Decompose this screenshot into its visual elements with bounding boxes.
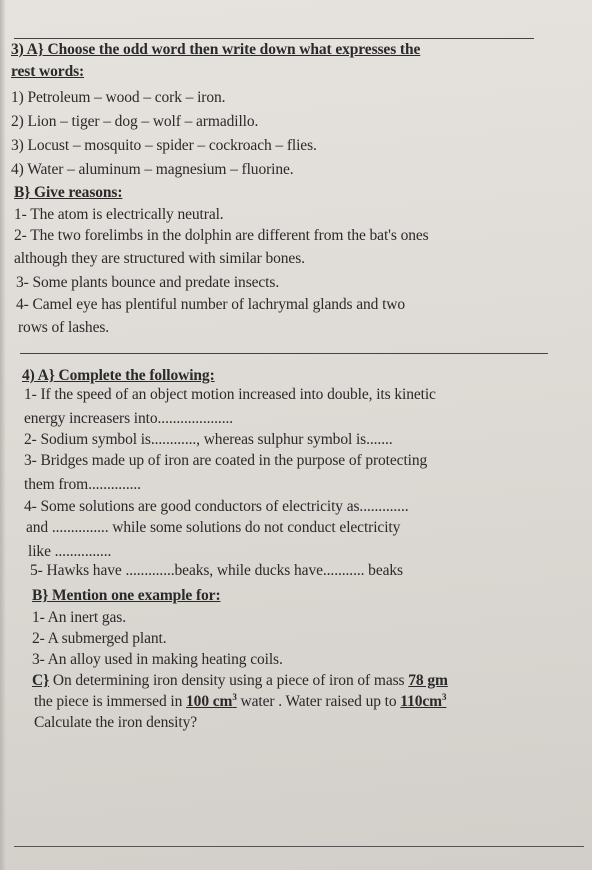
q4-line-1: 1- If the speed of an object motion increased into double, its kinetic	[24, 386, 436, 403]
q4-c-volume-2-exp: 3	[441, 691, 447, 702]
q4-line-2: 2- Sodium symbol is............, whereas sulphur symbol is.......	[24, 431, 393, 448]
section-separator	[20, 353, 548, 354]
q4-c-volume-1	[186, 693, 237, 710]
q3-heading-line1: 3) A} Choose the odd word then write down what expresses the	[11, 41, 421, 58]
q3-item-4: 4) Water – aluminum – magnesium – fluorine.	[11, 161, 294, 178]
q4-example-1: 1- An inert gas.	[32, 609, 126, 626]
q4-c-text-2: the piece is immersed in	[34, 693, 187, 710]
bottom-rule	[14, 846, 584, 847]
q4-c-label: C}	[32, 672, 50, 689]
q4-c-text-1: On determining iron density using a piece of iron of mass	[49, 672, 409, 689]
q4-line-5: 5- Hawks have .............beaks, while ducks have........... beaks	[30, 562, 403, 579]
q4-c-volume-1-exp: 3	[232, 691, 237, 702]
q4-c-line-1	[32, 671, 448, 690]
q4-line-3-cont: them from..............	[24, 476, 141, 493]
q4-heading: 4) A} Complete the following:	[22, 367, 215, 384]
q4-c-line-3: Calculate the iron density?	[34, 714, 198, 731]
q3-reason-3: 3- Some plants bounce and predate insects.	[16, 274, 280, 291]
q3-item-1: 1) Petroleum – wood – cork – iron.	[11, 89, 226, 106]
q4-c-volume-2	[400, 693, 446, 710]
q3-reason-2-cont: although they are structured with similar bones.	[14, 250, 305, 267]
paper-edge-shadow	[0, 0, 6, 870]
top-rule	[14, 38, 534, 39]
q3-reason-1: 1- The atom is electrically neutral.	[14, 206, 224, 223]
q4-c-volume-1-value: 100 cm	[186, 693, 233, 710]
q4-line-4-cont: and ............... while some solutions do not conduct electricity	[26, 519, 401, 536]
q3-reason-4: 4- Camel eye has plentiful number of lachrymal glands and two	[16, 296, 406, 313]
q4-line-4: 4- Some solutions are good conductors of electricity as.............	[24, 498, 409, 515]
q3-reason-4-cont: rows of lashes.	[18, 319, 110, 336]
q4-c-text-3: water . Water raised up to	[236, 693, 401, 710]
q3-reason-2: 2- The two forelimbs in the dolphin are different from the bat's ones	[14, 227, 429, 244]
q3-b-heading: B} Give reasons:	[14, 184, 123, 201]
q4-c-mass: 78 gm	[408, 672, 448, 689]
q4-line-4-cont2: like ...............	[28, 543, 112, 560]
q3-item-3: 3) Locust – mosquito – spider – cockroach – flies.	[11, 137, 317, 154]
q3-item-2: 2) Lion – tiger – dog – wolf – armadillo.	[11, 113, 259, 130]
q4-c-volume-2-value: 110cm	[400, 693, 442, 710]
q4-c-line-2	[34, 692, 446, 711]
q4-example-3: 3- An alloy used in making heating coils.	[32, 651, 283, 668]
q3-heading-line2: rest words:	[11, 63, 85, 80]
q4-example-2: 2- A submerged plant.	[32, 630, 167, 647]
q4-line-1-cont: energy increasers into....................	[24, 410, 234, 427]
q4-line-3: 3- Bridges made up of iron are coated in the purpose of protecting	[24, 452, 428, 469]
q4-b-heading: B} Mention one example for:	[32, 587, 221, 604]
